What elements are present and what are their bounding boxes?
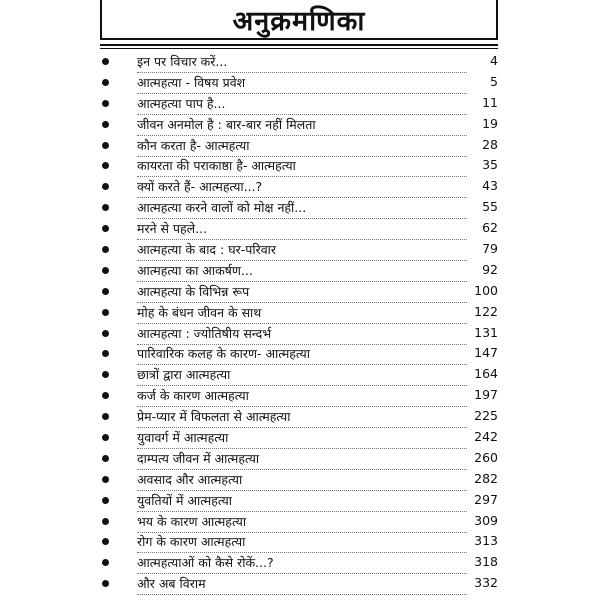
toc-entry-label: भय के कारण आत्महत्या [137, 513, 247, 529]
bullet-icon [102, 580, 109, 587]
bullet-icon [102, 58, 109, 65]
bullet-icon [102, 559, 109, 566]
bullet-icon [102, 350, 109, 357]
toc-entry [0, 469, 600, 490]
bullet-icon [102, 392, 109, 399]
toc-entry [0, 573, 600, 594]
bullet-icon [102, 225, 109, 232]
toc-entry-page-number: 100 [474, 282, 498, 298]
toc-entry-page-number: 55 [482, 199, 498, 215]
toc-entry-page-number: 43 [482, 178, 498, 194]
bullet-icon [102, 288, 109, 295]
toc-entry-label: आत्महत्याओं को कैसे रोकें...? [137, 555, 274, 571]
toc-entry [0, 448, 600, 469]
bullet-icon [102, 330, 109, 337]
toc-entry [0, 511, 600, 532]
toc-entry-label: इन पर विचार करें... [137, 54, 228, 69]
toc-entry-label: आत्महत्या पाप है... [137, 95, 226, 111]
toc-entry-page-number: 332 [474, 575, 498, 591]
toc-entry-page-number: 297 [474, 491, 498, 507]
toc-entry-label: कौन करता है- आत्महत्या [137, 137, 250, 153]
bullet-icon [102, 267, 109, 274]
toc-entry-page-number: 309 [474, 512, 498, 528]
toc-entry [0, 427, 600, 448]
bullet-icon [102, 497, 109, 504]
toc-entry-page-number: 92 [482, 261, 498, 277]
bullet-icon [102, 100, 109, 107]
toc-entry [0, 364, 600, 385]
toc-entry [0, 552, 600, 573]
toc-entry-page-number: 122 [474, 303, 498, 319]
title-rule-thick [100, 44, 498, 46]
toc-entry-page-number: 318 [474, 554, 498, 570]
toc-entry-label: आत्महत्या : ज्योतिषीय सन्दर्भ [137, 325, 272, 341]
toc-entry [0, 218, 600, 239]
toc-entry [0, 531, 600, 552]
toc-entry-label: रोग के कारण आत्महत्या [137, 534, 246, 550]
bullet-icon [102, 434, 109, 441]
toc-entry-page-number: 313 [474, 533, 498, 549]
toc-entry-page-number: 147 [474, 345, 498, 361]
toc-entry [0, 72, 600, 93]
title-box [100, 0, 498, 40]
toc-entry-label: युवावर्ग में आत्महत्या [137, 430, 229, 446]
toc-entry-page-number: 19 [482, 115, 498, 131]
toc-entry-label: आत्महत्या करने वालों को मोक्ष नहीं... [137, 200, 307, 216]
toc-entry [0, 343, 600, 364]
toc-entry-label: आत्महत्या - विषय प्रवेश [137, 74, 246, 90]
toc-entry-label: मोह के बंधन जीवन के साथ [137, 304, 262, 320]
toc-entry-label: छात्रों द्वारा आत्महत्या [137, 367, 231, 383]
toc-entry [0, 490, 600, 511]
toc-entry-page-number: 164 [474, 366, 498, 382]
toc-entry [0, 135, 600, 156]
toc-entry-label: प्रेम-प्यार में विफलता से आत्महत्या [137, 409, 291, 425]
toc-entry-label: आत्महत्या के विभिन्न रूप [137, 283, 250, 299]
toc-entry [0, 93, 600, 114]
page-title: अनुक्रमणिका [232, 5, 366, 37]
toc-entry [0, 114, 600, 135]
bullet-icon [102, 455, 109, 462]
toc-entry [0, 197, 600, 218]
bullet-icon [102, 162, 109, 169]
toc-entry [0, 155, 600, 176]
toc-entry [0, 323, 600, 344]
toc-entry-label: अवसाद और आत्महत्या [137, 471, 243, 487]
toc-entry-page-number: 5 [490, 73, 498, 89]
toc-entry-label: दाम्पत्य जीवन में आत्महत्या [137, 450, 260, 466]
toc-entry [0, 239, 600, 260]
toc-entry [0, 302, 600, 323]
toc-entry-label: और अब विराम [137, 576, 206, 592]
bullet-icon [102, 309, 109, 316]
toc-entry-page-number: 197 [474, 387, 498, 403]
bullet-icon [102, 121, 109, 128]
toc-entry-page-number: 28 [482, 136, 498, 152]
toc-entry [0, 385, 600, 406]
toc-entry-label: युवतियों में आत्महत्या [137, 492, 232, 508]
bullet-icon [102, 142, 109, 149]
toc-entry-page-number: 4 [490, 53, 498, 68]
toc-entry-label: पारिवारिक कलह के कारण- आत्महत्या [137, 346, 311, 362]
toc-entry-page-number: 225 [474, 408, 498, 424]
title-rule-thin [100, 48, 498, 49]
toc-entry-page-number: 260 [474, 449, 498, 465]
bullet-icon [102, 476, 109, 483]
bullet-icon [102, 413, 109, 420]
toc-entry-label: आत्महत्या के बाद : घर-परिवार [137, 242, 276, 258]
bullet-icon [102, 183, 109, 190]
bullet-icon [102, 79, 109, 86]
toc-entry-page-number: 242 [474, 429, 498, 445]
toc-entry-label: जीवन अनमोल है : बार-बार नहीं मिलता [137, 116, 316, 132]
toc-entry [0, 281, 600, 302]
toc-entry-label: मरने से पहले... [137, 221, 208, 237]
toc-entry-page-number: 131 [474, 324, 498, 340]
toc-entry [0, 176, 600, 197]
toc-entry [0, 51, 600, 72]
toc-entry-label: आत्महत्या का आकर्षण... [137, 262, 253, 278]
toc-entry-label: कर्ज के कारण आत्महत्या [137, 388, 249, 404]
toc-entry-label: कायरता की पराकाष्ठा है- आत्महत्या [137, 158, 296, 174]
table-of-contents [0, 51, 600, 594]
toc-entry-label: क्यों करते हैं- आत्महत्या...? [137, 179, 263, 195]
toc-entry-page-number: 62 [482, 220, 498, 236]
toc-entry [0, 260, 600, 281]
toc-entry-page-number: 79 [482, 241, 498, 257]
toc-entry [0, 406, 600, 427]
toc-entry-page-number: 11 [482, 94, 498, 110]
bullet-icon [102, 371, 109, 378]
toc-entry-page-number: 35 [482, 157, 498, 173]
bullet-icon [102, 204, 109, 211]
toc-entry-page-number: 282 [474, 470, 498, 486]
bullet-icon [102, 538, 109, 545]
bullet-icon [102, 518, 109, 525]
bullet-icon [102, 246, 109, 253]
